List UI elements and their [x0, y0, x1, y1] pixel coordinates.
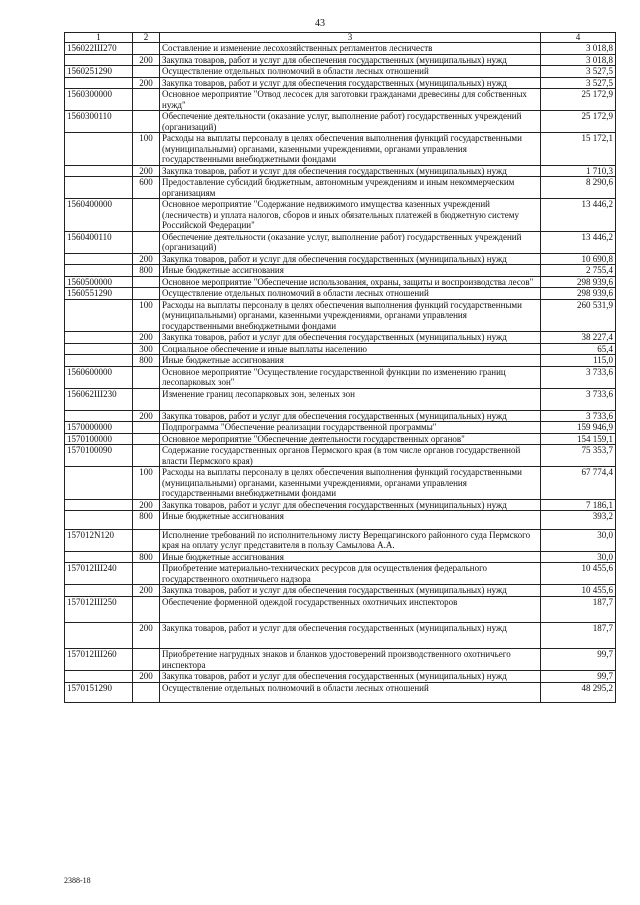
- row-description-cell: Закупка товаров, работ и услуг для обеспечения государственных (муниципальных) нужд: [160, 499, 541, 511]
- row-expense-type-cell: 200: [133, 410, 160, 422]
- row-expense-type-cell: 200: [133, 253, 160, 265]
- row-expense-type-cell: [133, 89, 160, 111]
- row-code-cell: [65, 671, 133, 683]
- row-description-cell: Содержание государственных органов Пермского края (в том числе органов государственной власти Пермского края): [160, 445, 541, 467]
- table-row: [65, 231, 616, 253]
- table-row: [65, 671, 616, 683]
- row-expense-type-cell: 200: [133, 165, 160, 177]
- row-code-cell: 1560300110: [65, 111, 133, 133]
- row-description-cell: Основное мероприятие "Обеспечение использования, охраны, защиты и воспроизводства лесов": [160, 276, 541, 288]
- table-row: [65, 43, 616, 55]
- row-expense-type-cell: [133, 529, 160, 551]
- row-amount-cell: 298 939,6: [541, 288, 616, 300]
- row-expense-type-cell: [133, 596, 160, 622]
- column-header-4: 4: [541, 33, 616, 43]
- row-description-cell: Закупка товаров, работ и услуг для обеспечения государственных (муниципальных) нужд: [160, 77, 541, 89]
- row-description-cell: Обеспечение форменной одеждой государственных охотничьих инспекторов: [160, 596, 541, 622]
- row-amount-cell: 7 186,1: [541, 499, 616, 511]
- row-code-cell: [65, 467, 133, 500]
- table-row: [65, 66, 616, 78]
- table-row: [65, 511, 616, 530]
- table-row: [65, 343, 616, 355]
- column-header-3: 3: [160, 33, 541, 43]
- row-description-cell: Иные бюджетные ассигнования: [160, 355, 541, 367]
- row-code-cell: [65, 265, 133, 277]
- row-code-cell: 157012N120: [65, 529, 133, 551]
- row-expense-type-cell: [133, 231, 160, 253]
- row-description-cell: Основное мероприятие "Отвод лесосек для заготовки гражданами древесины для собственных нужд": [160, 89, 541, 111]
- row-amount-cell: 25 172,9: [541, 89, 616, 111]
- row-code-cell: [65, 410, 133, 422]
- row-description-cell: Изменение границ лесопарковых зон, зеленых зон: [160, 388, 541, 410]
- table-row: [65, 276, 616, 288]
- row-expense-type-cell: [133, 276, 160, 288]
- table-row: [65, 133, 616, 166]
- row-code-cell: [65, 177, 133, 199]
- table-row: [65, 89, 616, 111]
- column-header-1: 1: [65, 33, 133, 43]
- row-expense-type-cell: [133, 288, 160, 300]
- table-header-row: [65, 33, 616, 43]
- row-amount-cell: 393,2: [541, 511, 616, 530]
- row-description-cell: Предоставление субсидий бюджетным, автономным учреждениям и иным некоммерческим организациям: [160, 177, 541, 199]
- row-amount-cell: 159 946,9: [541, 422, 616, 434]
- row-description-cell: Иные бюджетные ассигнования: [160, 551, 541, 563]
- row-description-cell: Основное мероприятие "Обеспечение деятельности государственных органов": [160, 433, 541, 445]
- table-row: [65, 585, 616, 597]
- row-code-cell: 1560251290: [65, 66, 133, 78]
- row-amount-cell: 38 227,4: [541, 332, 616, 344]
- row-expense-type-cell: 200: [133, 77, 160, 89]
- row-amount-cell: 13 446,2: [541, 231, 616, 253]
- row-amount-cell: 298 939,6: [541, 276, 616, 288]
- row-amount-cell: 10 455,6: [541, 585, 616, 597]
- row-code-cell: 1560400110: [65, 231, 133, 253]
- page-number: 43: [315, 18, 325, 29]
- row-expense-type-cell: [133, 433, 160, 445]
- table-row: [65, 77, 616, 89]
- row-amount-cell: 10 455,6: [541, 563, 616, 585]
- row-code-cell: [65, 332, 133, 344]
- row-amount-cell: 99,7: [541, 649, 616, 671]
- row-expense-type-cell: 600: [133, 177, 160, 199]
- row-amount-cell: 15 172,1: [541, 133, 616, 166]
- row-code-cell: [65, 77, 133, 89]
- row-code-cell: [65, 343, 133, 355]
- row-code-cell: [65, 54, 133, 66]
- row-code-cell: [65, 355, 133, 367]
- row-amount-cell: 187,7: [541, 596, 616, 622]
- row-expense-type-cell: 200: [133, 54, 160, 66]
- table-row: [65, 467, 616, 500]
- row-amount-cell: 3 527,5: [541, 66, 616, 78]
- table-row: [65, 388, 616, 410]
- row-description-cell: Закупка товаров, работ и услуг для обеспечения государственных (муниципальных) нужд: [160, 253, 541, 265]
- row-amount-cell: 3 527,5: [541, 77, 616, 89]
- row-code-cell: 1560551290: [65, 288, 133, 300]
- row-description-cell: Приобретение нагрудных знаков и бланков удостоверений производственного охотничьего инспектора: [160, 649, 541, 671]
- table-row: [65, 288, 616, 300]
- row-code-cell: [65, 585, 133, 597]
- row-expense-type-cell: [133, 388, 160, 410]
- table-row: [65, 332, 616, 344]
- document-code: 2388-18: [64, 876, 91, 885]
- row-description-cell: Осуществление отдельных полномочий в области лесных отношений: [160, 66, 541, 78]
- row-expense-type-cell: 100: [133, 299, 160, 332]
- row-description-cell: Обеспечение деятельности (оказание услуг, выполнение работ) государственных учреждений (организаций): [160, 111, 541, 133]
- row-code-cell: 1560400000: [65, 199, 133, 232]
- row-amount-cell: 65,4: [541, 343, 616, 355]
- row-amount-cell: 30,0: [541, 551, 616, 563]
- row-expense-type-cell: 800: [133, 511, 160, 530]
- row-description-cell: Иные бюджетные ассигнования: [160, 265, 541, 277]
- row-expense-type-cell: [133, 366, 160, 388]
- table-row: [65, 422, 616, 434]
- row-amount-cell: 75 353,7: [541, 445, 616, 467]
- row-description-cell: Расходы на выплаты персоналу в целях обеспечения выполнения функций государственными (муниципальными) органами, казенными учреждениями, органами управления государственными внебюджетными фондами: [160, 299, 541, 332]
- row-code-cell: 157012Ш260: [65, 649, 133, 671]
- budget-table: [64, 32, 616, 703]
- row-description-cell: Закупка товаров, работ и услуг для обеспечения государственных (муниципальных) нужд: [160, 165, 541, 177]
- row-amount-cell: 187,7: [541, 623, 616, 649]
- row-code-cell: [65, 511, 133, 530]
- row-description-cell: Исполнение требований по исполнительному листу Верещагинского районного суда Пермского края на оплату услуг представителя в пользу Самылова А.А.: [160, 529, 541, 551]
- row-code-cell: 1560600000: [65, 366, 133, 388]
- row-code-cell: 1570100090: [65, 445, 133, 467]
- table-row: [65, 623, 616, 649]
- row-amount-cell: 99,7: [541, 671, 616, 683]
- table-row: [65, 596, 616, 622]
- row-expense-type-cell: 800: [133, 355, 160, 367]
- table-row: [65, 682, 616, 702]
- row-description-cell: Основное мероприятие "Осуществление государственной функции по изменению границ лесопарковых зон": [160, 366, 541, 388]
- row-code-cell: [65, 551, 133, 563]
- row-expense-type-cell: 800: [133, 265, 160, 277]
- row-code-cell: [65, 299, 133, 332]
- row-expense-type-cell: 200: [133, 499, 160, 511]
- row-code-cell: 1560500000: [65, 276, 133, 288]
- table-row: [65, 299, 616, 332]
- row-amount-cell: 260 531,9: [541, 299, 616, 332]
- row-code-cell: 1570151290: [65, 682, 133, 702]
- row-amount-cell: 3 018,8: [541, 43, 616, 55]
- row-expense-type-cell: 200: [133, 671, 160, 683]
- table-row: [65, 410, 616, 422]
- row-description-cell: Приобретение материально-технических ресурсов для осуществления федерального государственного охотничьего надзора: [160, 563, 541, 585]
- row-amount-cell: 154 159,1: [541, 433, 616, 445]
- table-row: [65, 433, 616, 445]
- row-code-cell: [65, 133, 133, 166]
- row-description-cell: Расходы на выплаты персоналу в целях обеспечения выполнения функций государственными (муниципальными) органами, казенными учреждениями, органами управления государственными внебюджетными фондами: [160, 467, 541, 500]
- row-amount-cell: 8 290,6: [541, 177, 616, 199]
- table-row: [65, 563, 616, 585]
- row-amount-cell: 30,0: [541, 529, 616, 551]
- row-amount-cell: 2 755,4: [541, 265, 616, 277]
- table-row: [65, 265, 616, 277]
- row-description-cell: Основное мероприятие "Содержание недвижимого имущества казенных учреждений (лесничеств) и уплата налогов, сборов и иных обязательных платежей в бюджетную систему Российской Федерации": [160, 199, 541, 232]
- row-expense-type-cell: [133, 682, 160, 702]
- row-expense-type-cell: [133, 649, 160, 671]
- row-expense-type-cell: 200: [133, 585, 160, 597]
- row-description-cell: Осуществление отдельных полномочий в области лесных отношений: [160, 288, 541, 300]
- row-code-cell: [65, 253, 133, 265]
- table-row: [65, 551, 616, 563]
- row-expense-type-cell: [133, 43, 160, 55]
- row-description-cell: Закупка товаров, работ и услуг для обеспечения государственных (муниципальных) нужд: [160, 623, 541, 649]
- row-amount-cell: 25 172,9: [541, 111, 616, 133]
- row-expense-type-cell: 100: [133, 467, 160, 500]
- row-code-cell: [65, 165, 133, 177]
- row-amount-cell: 13 446,2: [541, 199, 616, 232]
- table-row: [65, 649, 616, 671]
- table-row: [65, 199, 616, 232]
- table-row: [65, 529, 616, 551]
- row-description-cell: Закупка товаров, работ и услуг для обеспечения государственных (муниципальных) нужд: [160, 585, 541, 597]
- row-expense-type-cell: 200: [133, 623, 160, 649]
- row-description-cell: Закупка товаров, работ и услуг для обеспечения государственных (муниципальных) нужд: [160, 410, 541, 422]
- row-code-cell: 1570000000: [65, 422, 133, 434]
- row-code-cell: 157012Ш240: [65, 563, 133, 585]
- table-body: [65, 43, 616, 703]
- table-row: [65, 355, 616, 367]
- row-amount-cell: 3 733,6: [541, 388, 616, 410]
- table-row: [65, 111, 616, 133]
- row-code-cell: [65, 623, 133, 649]
- row-amount-cell: 3 733,6: [541, 410, 616, 422]
- row-amount-cell: 3 018,8: [541, 54, 616, 66]
- row-description-cell: Закупка товаров, работ и услуг для обеспечения государственных (муниципальных) нужд: [160, 54, 541, 66]
- row-description-cell: Закупка товаров, работ и услуг для обеспечения государственных (муниципальных) нужд: [160, 671, 541, 683]
- row-expense-type-cell: [133, 111, 160, 133]
- table-row: [65, 54, 616, 66]
- row-expense-type-cell: 100: [133, 133, 160, 166]
- row-code-cell: [65, 499, 133, 511]
- row-amount-cell: 1 710,3: [541, 165, 616, 177]
- table-row: [65, 165, 616, 177]
- column-header-2: 2: [133, 33, 160, 43]
- row-expense-type-cell: [133, 66, 160, 78]
- row-amount-cell: 48 295,2: [541, 682, 616, 702]
- row-expense-type-cell: [133, 199, 160, 232]
- row-code-cell: 156062Ш230: [65, 388, 133, 410]
- row-description-cell: Составление и изменение лесохозяйственных регламентов лесничеств: [160, 43, 541, 55]
- row-amount-cell: 67 774,4: [541, 467, 616, 500]
- row-amount-cell: 115,0: [541, 355, 616, 367]
- row-description-cell: Обеспечение деятельности (оказание услуг, выполнение работ) государственных учреждений (организаций): [160, 231, 541, 253]
- row-description-cell: Подпрограмма "Обеспечение реализации государственной программы": [160, 422, 541, 434]
- row-description-cell: Иные бюджетные ассигнования: [160, 511, 541, 530]
- row-expense-type-cell: 800: [133, 551, 160, 563]
- row-description-cell: Осуществление отдельных полномочий в области лесных отношений: [160, 682, 541, 702]
- row-expense-type-cell: [133, 445, 160, 467]
- row-code-cell: 157012Ш250: [65, 596, 133, 622]
- table-row: [65, 177, 616, 199]
- row-expense-type-cell: 200: [133, 332, 160, 344]
- table-row: [65, 366, 616, 388]
- row-amount-cell: 10 690,8: [541, 253, 616, 265]
- row-description-cell: Расходы на выплаты персоналу в целях обеспечения выполнения функций государственными (муниципальными) органами, казенными учреждениями, органами управления государственными внебюджетными фондами: [160, 133, 541, 166]
- row-description-cell: Закупка товаров, работ и услуг для обеспечения государственных (муниципальных) нужд: [160, 332, 541, 344]
- row-code-cell: 1560300000: [65, 89, 133, 111]
- row-description-cell: Социальное обеспечение и иные выплаты населению: [160, 343, 541, 355]
- row-expense-type-cell: 300: [133, 343, 160, 355]
- row-code-cell: 1570100000: [65, 433, 133, 445]
- table-row: [65, 253, 616, 265]
- table-row: [65, 445, 616, 467]
- row-expense-type-cell: [133, 422, 160, 434]
- row-expense-type-cell: [133, 563, 160, 585]
- row-amount-cell: 3 733,6: [541, 366, 616, 388]
- table-row: [65, 499, 616, 511]
- row-code-cell: 156022Ш270: [65, 43, 133, 55]
